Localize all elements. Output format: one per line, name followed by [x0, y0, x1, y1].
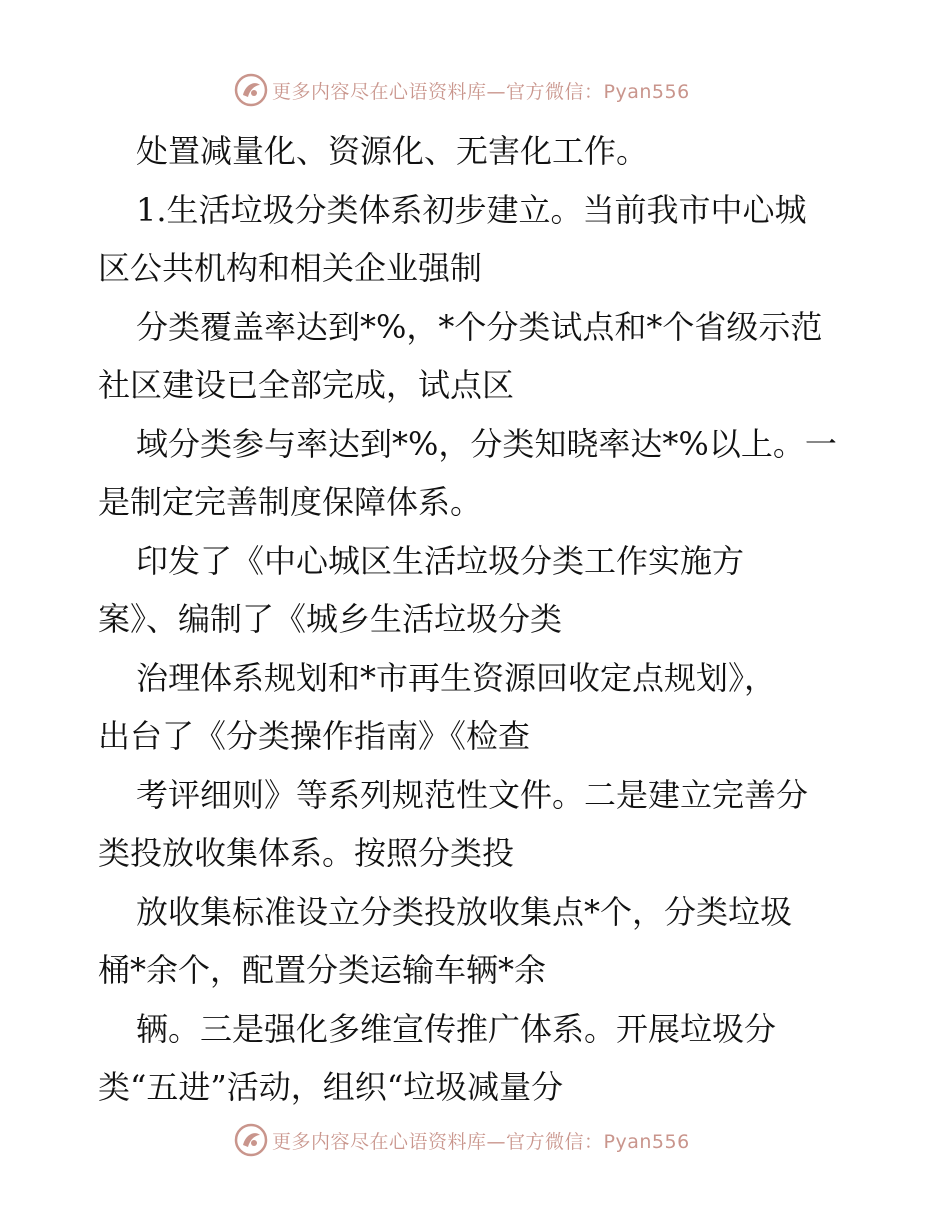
body-line: 社区建设已全部完成，试点区	[98, 366, 515, 404]
watermark-footer	[234, 1122, 690, 1158]
body-line: 考评细则》等系列规范性文件。二是建立完善分	[136, 775, 809, 814]
body-line: 辆。三是强化多维宣传推广体系。开展垃圾分	[136, 1009, 777, 1048]
body-line: 放收集标准设立分类投放收集点*个，分类垃圾	[136, 892, 793, 931]
body-line: 1.生活垃圾分类体系初步建立。当前我市中心城	[136, 190, 807, 229]
body-line: 分类覆盖率达到*%，*个分类试点和*个省级示范	[136, 307, 823, 346]
body-line: 桶*余个，配置分类运输车辆*余	[98, 951, 547, 989]
watermark-text: 更多内容尽在心语资料库—官方微信：Pyan556	[272, 80, 690, 103]
swirl-logo-icon	[234, 73, 268, 107]
watermark-text: 更多内容尽在心语资料库—官方微信：Pyan556	[272, 1130, 690, 1153]
body-line: 治理体系规划和*市再生资源回收定点规划》，	[136, 658, 777, 697]
body-line: 类投放收集体系。按照分类投	[98, 834, 515, 872]
swirl-logo-icon	[234, 1123, 268, 1157]
body-line: 出台了《分类操作指南》《检查	[98, 717, 531, 755]
watermark-header	[234, 72, 690, 108]
body-line: 是制定完善制度保障体系。	[98, 483, 483, 521]
body-line: 印发了《中心城区生活垃圾分类工作实施方	[136, 541, 745, 580]
body-line: 案》、编制了《城乡生活垃圾分类	[98, 600, 563, 638]
body-line: 处置减量化、资源化、无害化工作。	[136, 132, 649, 170]
body-line: 区公共机构和相关企业强制	[98, 249, 483, 287]
document-body	[98, 122, 858, 1117]
body-line: 域分类参与率达到*%，分类知晓率达*%以上。一	[136, 424, 837, 463]
body-line: 类“五进”活动，组织“垃圾减量分	[98, 1068, 564, 1106]
